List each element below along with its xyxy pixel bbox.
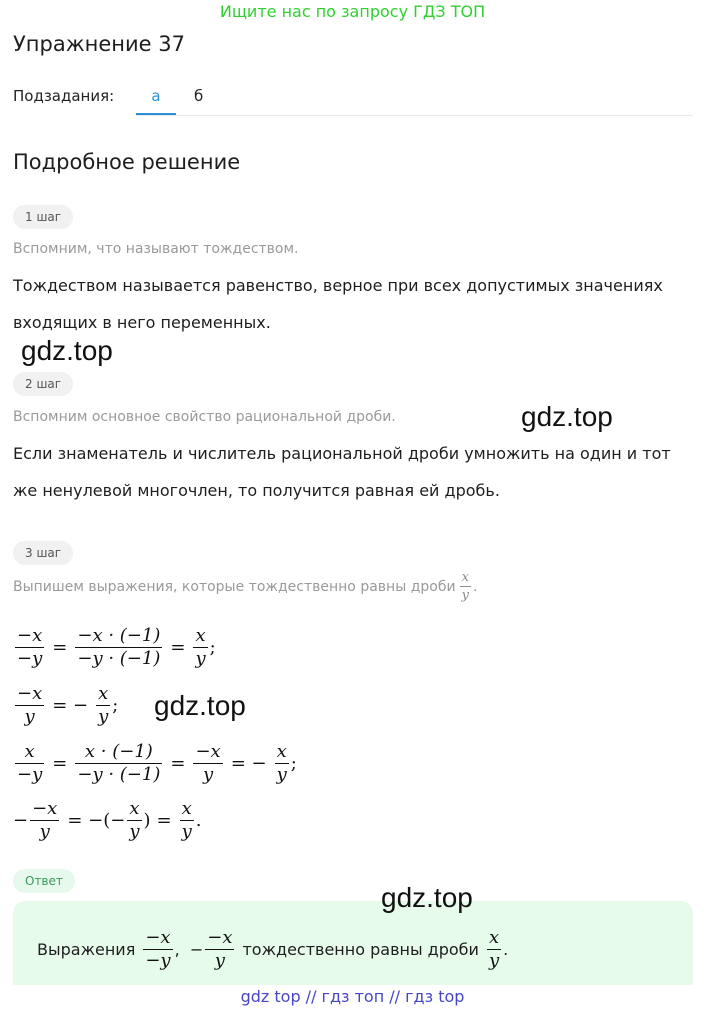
search-banner: Ищите нас по запросу ГДЗ ТОП xyxy=(219,2,486,21)
fraction-numerator: x xyxy=(487,927,501,950)
step-3-badge: 3 шаг xyxy=(13,541,73,565)
step-2-line-1: Если знаменатель и числитель рациональной дроби умножить на один и тот xyxy=(13,444,671,463)
answer-fraction-1 xyxy=(143,927,172,972)
equation-row-4 xyxy=(13,792,202,848)
step-3-hint-text: Выпишем выражения, которые тождественно равны дроби xyxy=(13,578,456,595)
tab-a[interactable]: а xyxy=(151,87,161,105)
semicolon: ; xyxy=(209,636,216,658)
fraction-numerator: x · (−1) xyxy=(75,741,162,764)
hint-period: . xyxy=(472,578,478,595)
hint-fraction-numerator: x xyxy=(460,569,471,587)
step-2-line-2: же ненулевой многочлен, то получится равная ей дробь. xyxy=(13,481,500,500)
answer-prefix: Выражения xyxy=(37,939,136,959)
page-title: Упражнение 37 xyxy=(13,32,185,56)
fraction-numerator: −x · (−1) xyxy=(75,625,162,648)
fraction-numerator: −x xyxy=(32,797,58,819)
step-2-badge: 2 шаг xyxy=(13,372,73,396)
answer-text xyxy=(37,921,508,977)
equals-sign: = xyxy=(52,636,68,658)
hint-fraction-denominator: y xyxy=(461,588,469,603)
semicolon: ; xyxy=(112,694,119,716)
fraction-denominator: y xyxy=(202,763,214,785)
fraction-denominator: −y · (−1) xyxy=(77,647,161,669)
answer-badge: Ответ xyxy=(13,869,75,893)
fraction-denominator: y xyxy=(214,949,225,971)
fraction-denominator: y xyxy=(39,820,50,842)
section-title: Подробное решение xyxy=(13,150,241,174)
fraction-numerator: −x xyxy=(143,927,172,950)
answer-middle: тождественно равны дроби xyxy=(242,939,479,959)
equals-sign: = xyxy=(156,809,172,831)
fraction-numerator: −x xyxy=(207,926,233,948)
semicolon: ; xyxy=(290,752,297,774)
equals-minus: = − xyxy=(230,752,267,774)
watermark: gdz.top xyxy=(154,690,246,721)
fraction-numerator: x xyxy=(180,798,194,821)
fraction-numerator: −x xyxy=(15,625,44,648)
fraction-denominator: −y xyxy=(17,647,43,669)
equation-row-2 xyxy=(13,677,118,733)
step-2-hint: Вспомним основное свойство рациональной дроби. xyxy=(13,409,396,425)
tabs-divider xyxy=(136,115,693,116)
fraction-numerator: x xyxy=(275,741,289,764)
answer-period: . xyxy=(503,939,509,959)
fraction-denominator: y xyxy=(129,820,140,842)
fraction-denominator: y xyxy=(488,949,500,971)
fraction-denominator: y xyxy=(98,705,109,727)
fraction-numerator: x xyxy=(127,798,141,821)
answer-separator: , − xyxy=(174,939,204,959)
equation-row-3 xyxy=(13,735,297,791)
period: . xyxy=(195,809,202,831)
fraction-denominator: y xyxy=(24,705,35,727)
watermark: gdz.top xyxy=(21,335,113,366)
answer-fraction-3 xyxy=(487,927,501,972)
equals-sign: = xyxy=(170,636,186,658)
step-3-hint xyxy=(13,569,477,604)
fraction-numerator: x xyxy=(96,683,110,706)
step-2-text xyxy=(13,435,693,509)
footer-links[interactable]: gdz top // гдз топ // гдз top xyxy=(240,987,465,1006)
fraction-numerator: x xyxy=(193,625,207,648)
close-paren: ) xyxy=(143,809,151,831)
answer-fraction-2 xyxy=(205,927,234,972)
leading-minus: − xyxy=(13,809,29,831)
equation-row-1 xyxy=(13,619,216,675)
watermark: gdz.top xyxy=(521,401,613,432)
fraction-numerator: x xyxy=(15,741,44,764)
watermark: gdz.top xyxy=(381,882,473,913)
equals-sign: = xyxy=(52,752,68,774)
step-1-hint: Вспомним, что называют тождеством. xyxy=(13,241,299,257)
fraction-denominator: y xyxy=(195,647,206,669)
fraction-denominator: y xyxy=(276,763,287,785)
tab-b[interactable]: б xyxy=(194,87,204,105)
subtasks-label: Подзадания: xyxy=(13,87,115,105)
equals-sign: = xyxy=(170,752,186,774)
step-1-line-2: входящих в него переменных. xyxy=(13,313,271,332)
hint-fraction xyxy=(460,569,471,604)
equals-minus: = − xyxy=(52,694,89,716)
fraction-denominator: −y xyxy=(145,949,171,971)
fraction-denominator: −y · (−1) xyxy=(77,763,161,785)
step-1-line-1: Тождеством называется равенство, верное при всех допустимых значениях xyxy=(13,276,663,295)
step-1-text xyxy=(13,267,693,341)
equals-minus-paren: = −(− xyxy=(67,809,126,831)
fraction-numerator: −x xyxy=(195,740,221,762)
fraction-numerator: −x xyxy=(17,682,43,704)
fraction-denominator: y xyxy=(181,820,192,842)
step-1-badge: 1 шаг xyxy=(13,205,73,229)
fraction-denominator: −y xyxy=(17,763,43,785)
